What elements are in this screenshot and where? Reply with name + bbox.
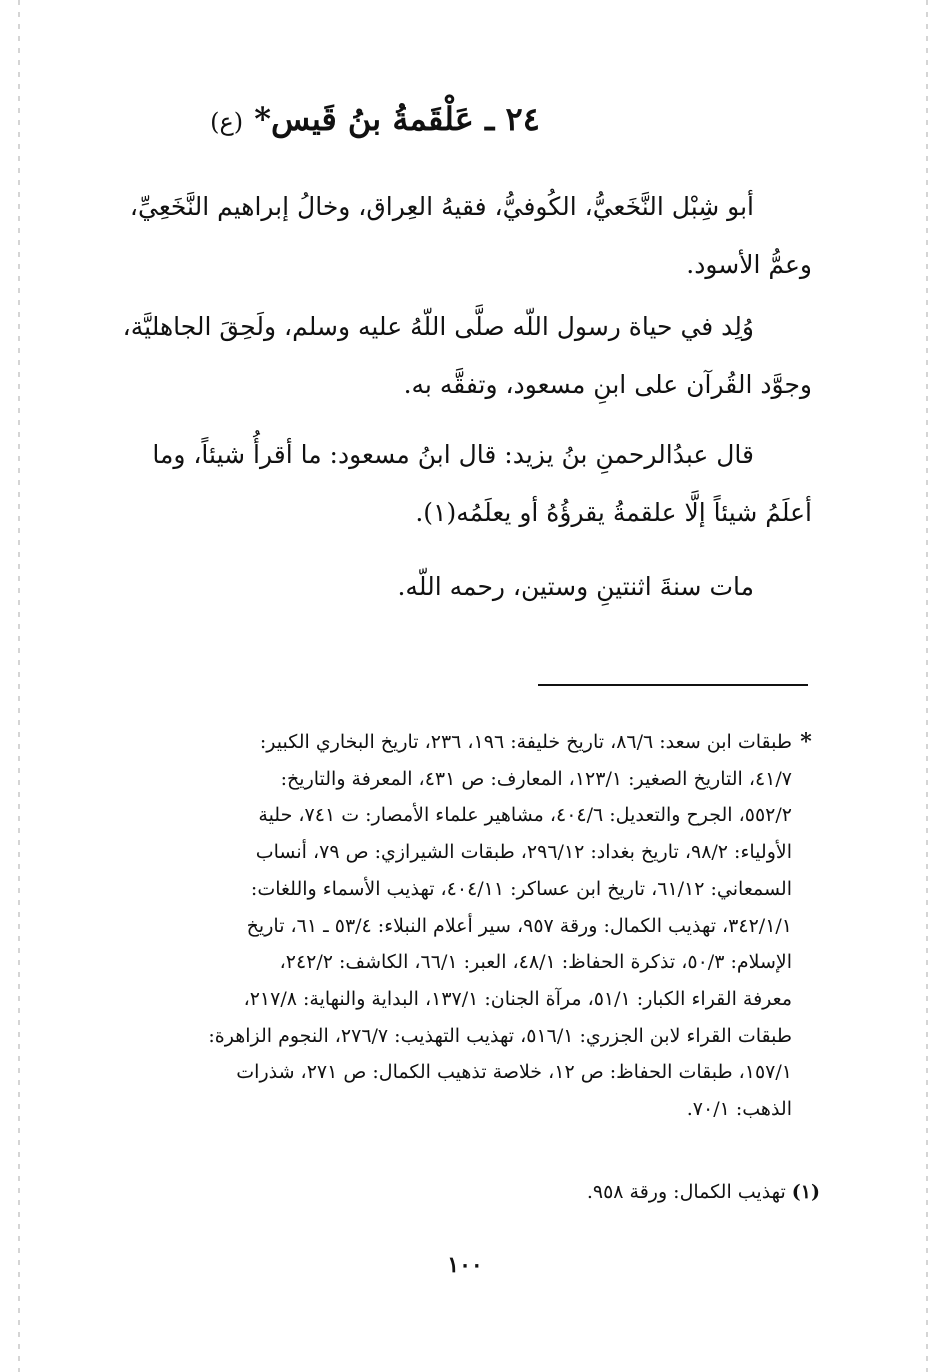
page-number: ١٠٠	[447, 1252, 483, 1278]
footnote-line: ٣٤٢/١/١، تهذيب الكمال: ورقة ٩٥٧، سير أعلام النبلاء: ٥٣/٤ ـ ٦١، تاريخ	[246, 914, 792, 937]
entry-title-code: (ع)	[210, 108, 244, 136]
footnote-line: طبقات ابن سعد: ٨٦/٦، تاريخ خليفة: ١٩٦، ٢٣٦، تاريخ البخاري الكبير:	[259, 731, 792, 753]
paragraph-2	[100, 298, 812, 414]
footnote-1	[420, 1174, 820, 1210]
footnote-1-number: (١)	[791, 1181, 820, 1203]
footnote-star-marker: *	[800, 729, 812, 755]
footnote-line: ٥٥٢/٢، الجرح والتعديل: ٤٠٤/٦، مشاهير علماء الأمصار: ت ٧٤١، حلية	[258, 804, 792, 827]
entry-title-main: ٢٤ ـ عَلْقَمةُ بنُ قَيس*	[254, 100, 540, 138]
paragraph-3	[100, 426, 812, 542]
paragraph-3-text: قال عبدُالرحمنِ بنُ يزيد: قال ابنُ مسعود: ما أقرأُ شيئاً، وما أعلَمُ شيئاً إلَّا علقمةُ يقرؤُهُ أو يعلَمُه(١).	[152, 440, 812, 527]
footnote-line: ٤١/٧، التاريخ الصغير: ١٢٣/١، المعارف: ص ٤٣١، المعرفة والتاريخ:	[280, 767, 792, 790]
paragraph-1-text: أبو شِبْل النَّخَعيُّ، الكُوفيُّ، فقيهُ العِراق، وخالُ إبراهيم النَّخَعِيِّ، وعمُّ الأسود.	[129, 192, 812, 279]
footnote-sources	[120, 724, 792, 1128]
footnote-line: الأولياء: ٩٨/٢، تاريخ بغداد: ٢٩٦/١٢، طبقات الشيرازي: ص ٧٩، أنساب	[255, 841, 792, 864]
scan-edge-right	[926, 0, 928, 1372]
scan-edge-left	[18, 0, 20, 1372]
paragraph-2-text: وُلِد في حياة رسول اللّه صلَّى اللّهُ عليه وسلم، ولَحِقَ الجاهليَّة، وجوَّد القُرآن على ابنِ مسعود، وتفقَّه به.	[122, 312, 812, 399]
paragraph-1	[100, 178, 812, 294]
footnote-1-text: تهذيب الكمال: ورقة ٩٥٨.	[586, 1181, 786, 1203]
footnote-line: معرفة القراء الكبار: ٥١/١، مرآة الجنان: ١٣٧/١، البداية والنهاية: ٢١٧/٨،	[243, 987, 792, 1010]
footnote-line: ١٥٧/١، طبقات الحفاظ: ص ١٢، خلاصة تذهيب الكمال: ص ٢٧١، شذرات	[236, 1061, 792, 1084]
footnote-line: طبقات القراء لابن الجزري: ٥١٦/١، تهذيب التهذيب: ٢٧٦/٧، النجوم الزاهرة:	[208, 1024, 792, 1047]
footnote-line: الذهب: ٧٠/١.	[686, 1098, 792, 1121]
paragraph-4	[100, 558, 812, 616]
entry-title	[120, 100, 630, 138]
footnote-line: السمعاني: ٦١/١٢، تاريخ ابن عساكر: ٤٠٤/١١، تهذيب الأسماء واللغات:	[250, 877, 792, 900]
footnote-separator	[538, 684, 808, 686]
footnote-line: الإسلام: ٥٠/٣، تذكرة الحفاظ: ٤٨/١، العبر: ٦٦/١، الكاشف: ٢٤٢/٢،	[279, 951, 792, 974]
paragraph-4-text: مات سنةَ اثنتينِ وستين، رحمه اللّه.	[397, 572, 754, 601]
